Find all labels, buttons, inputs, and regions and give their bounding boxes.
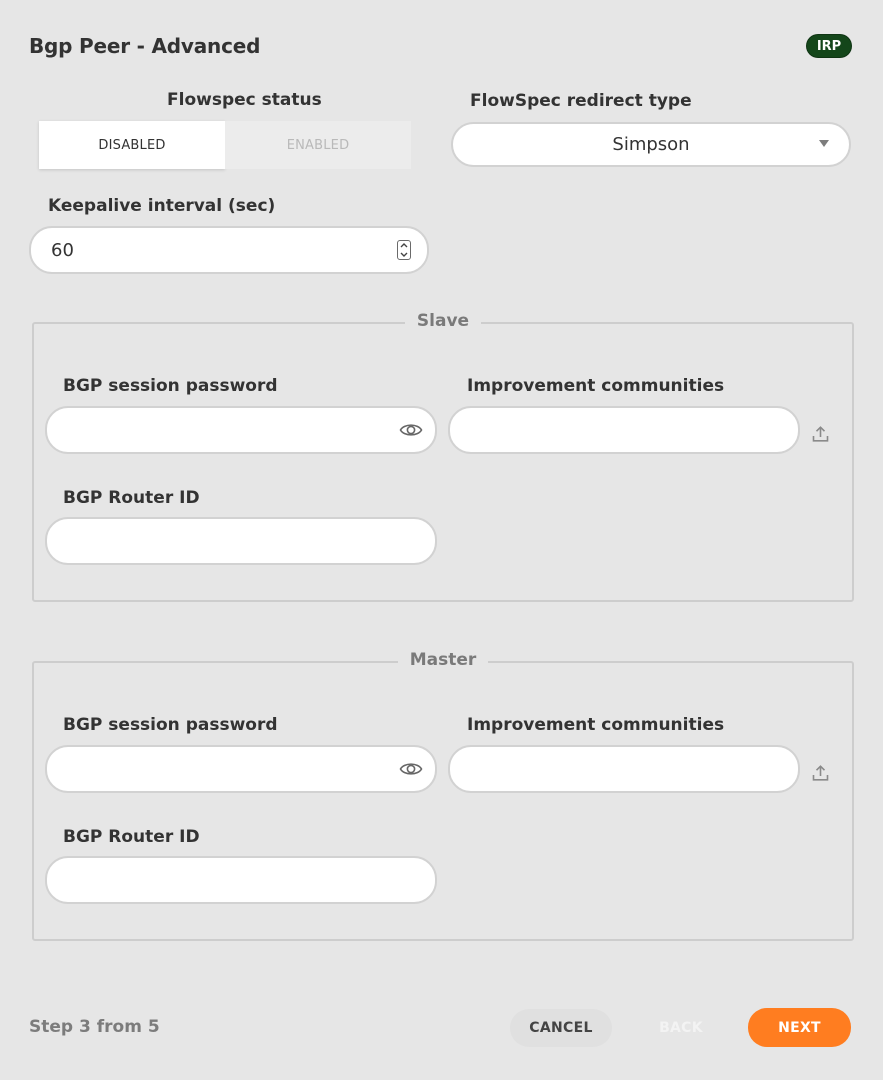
slave-router-id-field[interactable] (45, 517, 437, 565)
master-router-id-label: BGP Router ID (63, 827, 200, 847)
step-indicator: Step 3 from 5 (29, 1017, 160, 1037)
slave-communities-field[interactable] (448, 406, 800, 454)
stepper-icon[interactable] (397, 240, 411, 260)
slave-password-field[interactable] (45, 406, 437, 454)
master-password-field[interactable] (45, 745, 437, 793)
master-legend: Master (398, 650, 489, 670)
eye-icon[interactable] (399, 759, 423, 784)
slave-legend: Slave (405, 311, 481, 331)
flowspec-status-label: Flowspec status (167, 90, 322, 110)
irp-badge: IRP (807, 35, 851, 57)
flowspec-redirect-select[interactable] (451, 122, 851, 167)
upload-icon[interactable] (812, 425, 829, 447)
cancel-button[interactable]: CANCEL (510, 1009, 612, 1047)
slave-communities-label: Improvement communities (467, 376, 725, 396)
page-title: Bgp Peer - Advanced (29, 34, 261, 58)
chevron-down-icon (819, 140, 829, 147)
master-communities-label: Improvement communities (467, 715, 725, 735)
next-button[interactable]: NEXT (748, 1008, 851, 1047)
slave-password-label: BGP session password (63, 376, 278, 396)
master-password-label: BGP session password (63, 715, 278, 735)
keepalive-input[interactable] (29, 226, 429, 274)
flowspec-disabled-option[interactable]: DISABLED (39, 121, 225, 169)
flowspec-redirect-label: FlowSpec redirect type (470, 91, 692, 111)
flowspec-redirect-value: Simpson (612, 134, 690, 155)
upload-icon[interactable] (812, 764, 829, 786)
eye-icon[interactable] (399, 420, 423, 445)
flowspec-status-toggle (39, 121, 411, 169)
master-communities-field[interactable] (448, 745, 800, 793)
keepalive-label: Keepalive interval (sec) (48, 196, 276, 216)
slave-router-id-label: BGP Router ID (63, 488, 200, 508)
flowspec-enabled-option[interactable]: ENABLED (225, 121, 411, 169)
keepalive-value: 60 (51, 239, 74, 261)
back-button[interactable]: BACK (659, 1020, 703, 1036)
master-router-id-field[interactable] (45, 856, 437, 904)
